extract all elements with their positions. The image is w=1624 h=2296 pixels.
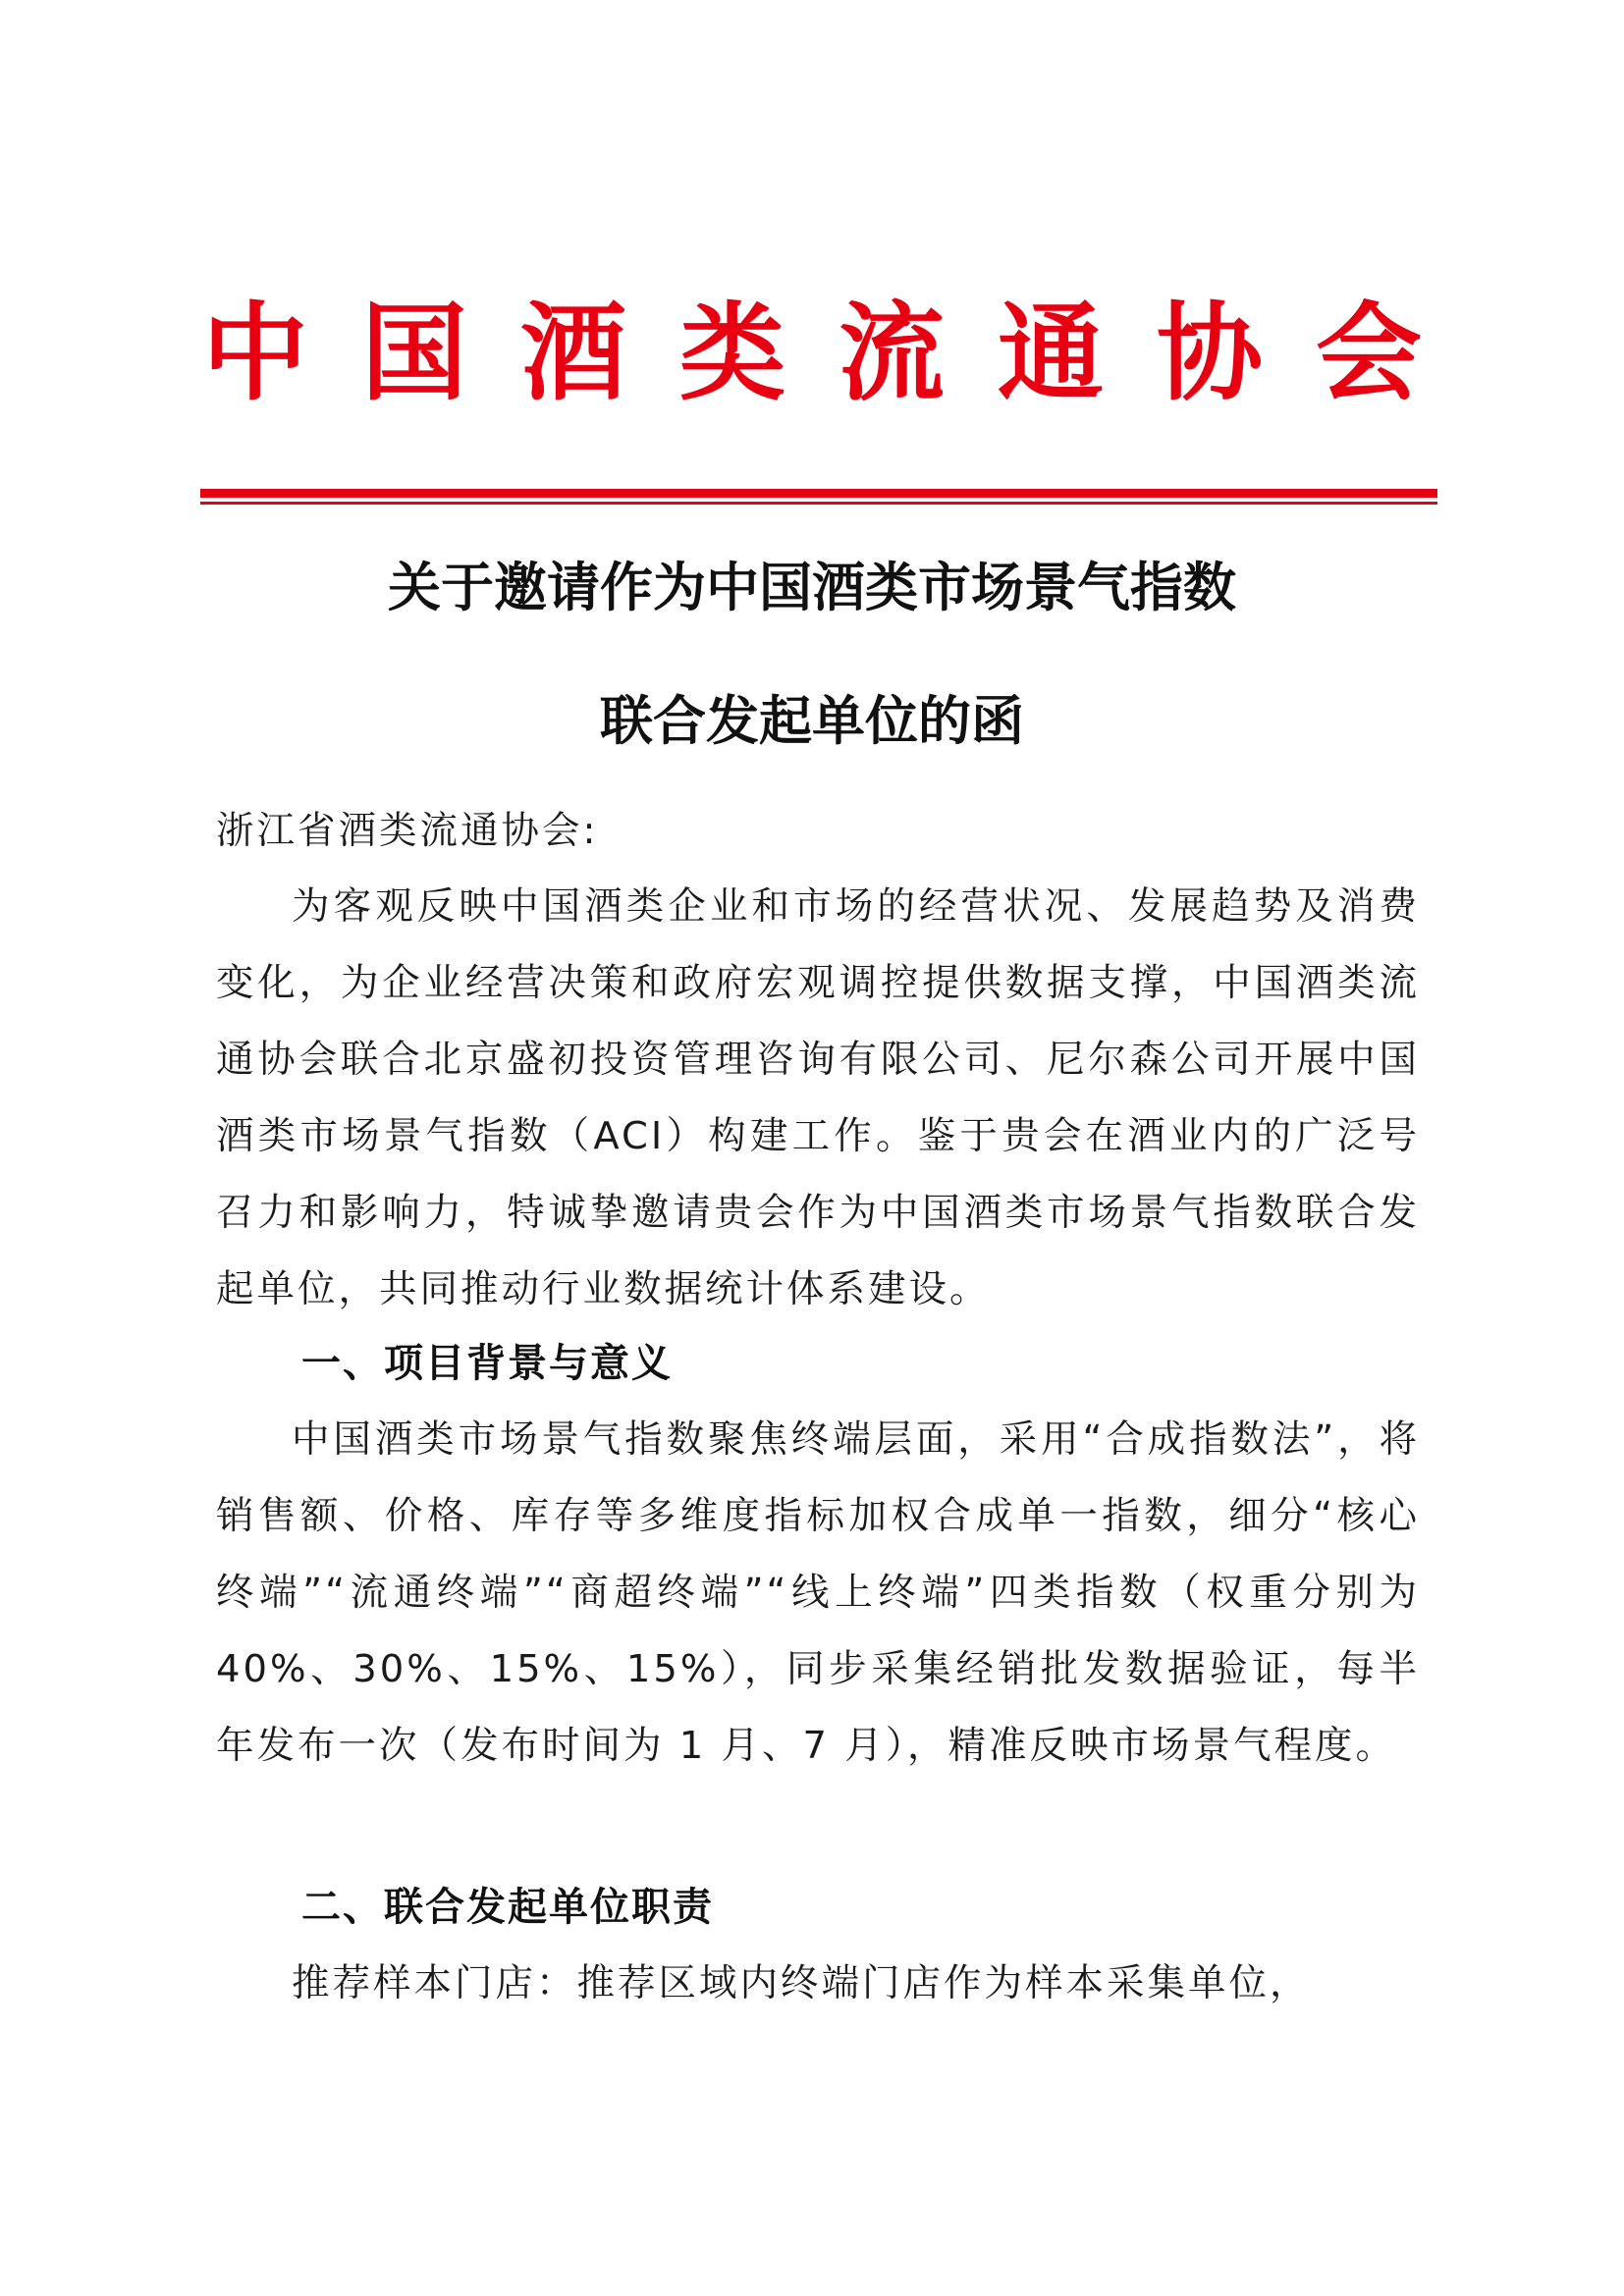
letterhead-char: 通 (997, 292, 1104, 415)
letterhead-char: 酒 (519, 292, 626, 415)
salutation-text: 浙江省酒类流通协会: (216, 809, 599, 853)
letterhead-title (196, 290, 1428, 417)
intro-paragraph (216, 869, 1420, 1328)
document-title-line-1: 关于邀请作为中国酒类市场景气指数 (388, 556, 1236, 618)
letterhead-divider-thin (200, 502, 1437, 505)
section-2-paragraph (216, 1946, 1420, 2022)
letterhead-char: 流 (838, 292, 945, 415)
salutation (216, 793, 1420, 870)
letterhead-char: 国 (360, 292, 467, 415)
section-heading-1: 一、项目背景与意义 (301, 1341, 673, 1386)
document-title-line-2: 联合发起单位的函 (600, 689, 1024, 752)
section-1-paragraph (216, 1402, 1420, 1785)
section-heading-2: 二、联合发起单位职责 (301, 1885, 714, 1930)
section-1-paragraph-text: 中国酒类市场景气指数聚焦终端层面，采用“合成指数法”，将销售额、价格、库存等多维度指标加权合成单一指数，细分“核心终端”“流通终端”“商超终端”“线上终端”四类指数（权重分别为 40%、30%、15%、15%），同步采集经销批发数据验证，每半年发布一次（发布时间为 1 月、7 月），精准反映市场景气程度。 (216, 1417, 1420, 1768)
section-2-paragraph-text: 推荐样本门店：推荐区域内终端门店作为样本采集单位， (292, 1961, 1311, 2005)
letterhead-divider-thick (200, 489, 1437, 498)
letterhead-char: 会 (1315, 292, 1422, 415)
intro-paragraph-text: 为客观反映中国酒类企业和市场的经营状况、发展趋势及消费变化，为企业经营决策和政府宏观调控提供数据支撑，中国酒类流通协会联合北京盛初投资管理咨询有限公司、尼尔森公司开展中国酒类市场景气指数（ACI）构建工作。鉴于贵会在酒业内的广泛号召力和影响力，特诚挚邀请贵会作为中国酒类市场景气指数联合发起单位，共同推动行业数据统计体系建设。 (216, 884, 1420, 1311)
letterhead-char: 中 (201, 292, 308, 415)
letterhead-char: 协 (1156, 292, 1263, 415)
letterhead-char: 类 (678, 292, 785, 415)
